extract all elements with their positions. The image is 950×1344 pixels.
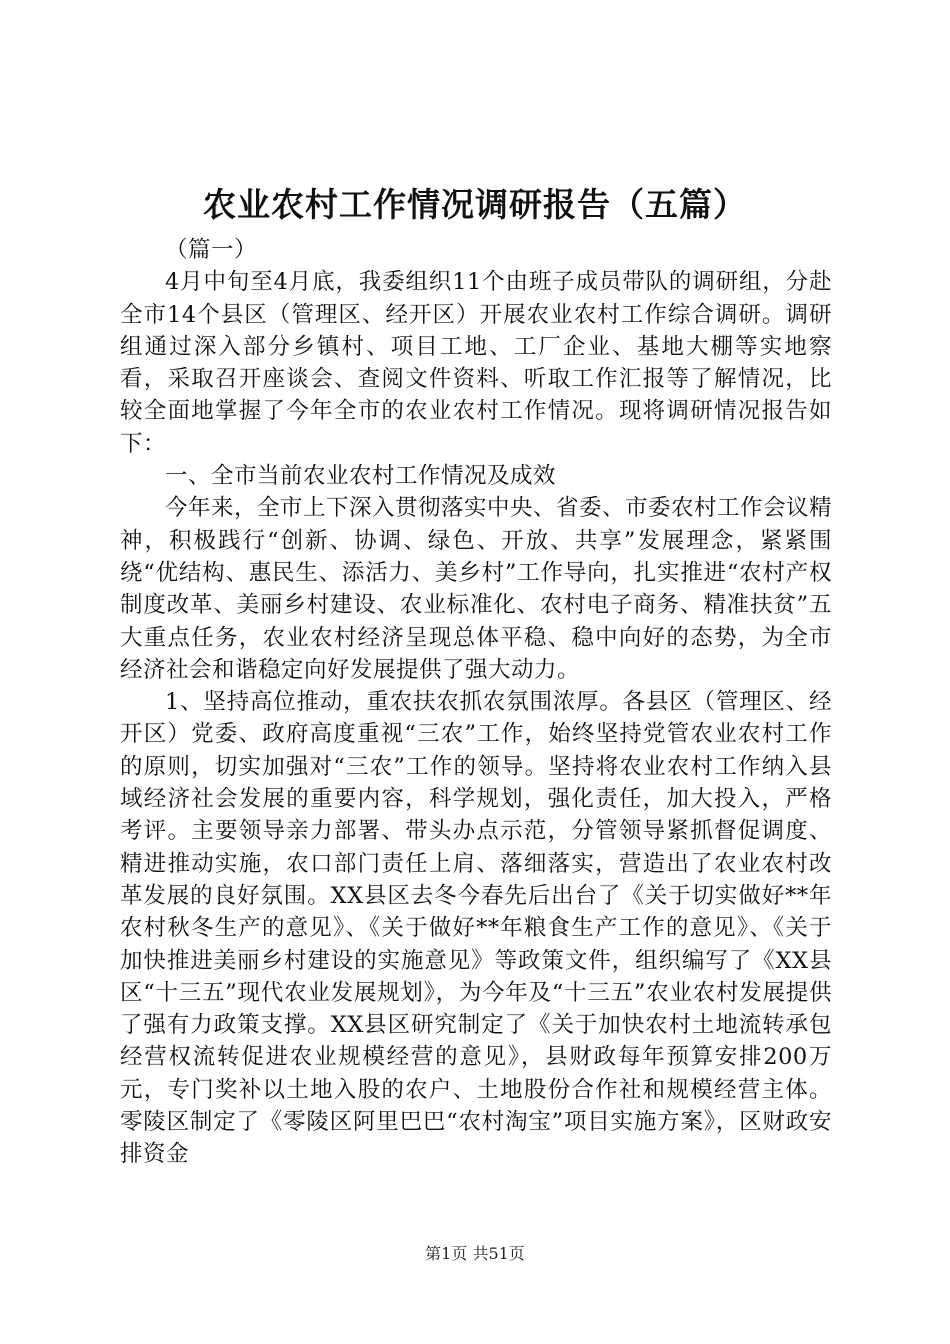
section-heading: 一、全市当前农业农村工作情况及成效 [165,463,557,490]
document-body [120,234,832,1171]
page-footer: 第1页 共51页 [425,1244,525,1263]
paragraph-intro: 4月中旬至4月底，我委组织11个由班子成员带队的调研组，分赴全市14个县区（管理区、经开区）开展农业农村工作综合调研。调研组通过深入部分乡镇村、项目工地、工厂企业、基地大棚等实地察看，采取召开座谈会、查阅文件资料、听取工作汇报等了解情况，比较全面地掌握了今年全市的农业农村工作情况。现将调研情况报告如下： [120,269,832,457]
section-label: （篇一） [165,237,258,263]
paragraph-overview: 今年来，全市上下深入贯彻落实中央、省委、市委农村工作会议精神，积极践行“创新、协调、绿色、开放、共享”发展理念，紧紧围绕“优结构、惠民生、添活力、美乡村”工作导向，扎实推进“农村产权制度改革、美丽乡村建设、农业标准化、农村电子商务、精准扶贫”五大重点任务，农业农村经济呈现总体平稳、稳中向好的态势，为全市经济社会和谐稳定向好发展提供了强大动力。 [120,495,833,683]
page-title: 农业农村工作情况调研报告（五篇） [203,185,747,224]
paragraph-point-1: 1、坚持高位推动，重农扶农抓农氛围浓厚。各县区（管理区、经开区）党委、政府高度重视“三农”工作，始终坚持党管农业农村工作的原则，切实加强对“三农”工作的领导。坚持将农业农村工作纳入县域经济社会发展的重要内容，科学规划，强化责任，加大投入，严格考评。主要领导亲力部署、带头办点示范，分管领导紧抓督促调度、精进推动实施，农口部门责任上肩、落细落实，营造出了农业农村改革发展的良好氛围。XX县区去冬今春先后出台了《关于切实做好**年农村秋冬生产的意见》、《关于做好**年粮食生产工作的意见》、《关于加快推进美丽乡村建设的实施意见》等政策文件，组织编写了《XX县区“十三五”现代农业发展规划》，为今年及“十三五”农业农村发展提供了强有力政策支撑。XX县区研究制定了《关于加快农村土地流转承包经营权流转促进农业规模经营的意见》，县财政每年预算安排200万元，专门奖补以土地入股的农户、土地股份合作社和规模经营主体。零陵区制定了《零陵区阿里巴巴“农村淘宝”项目实施方案》，区财政安排资金 [120,689,832,1168]
